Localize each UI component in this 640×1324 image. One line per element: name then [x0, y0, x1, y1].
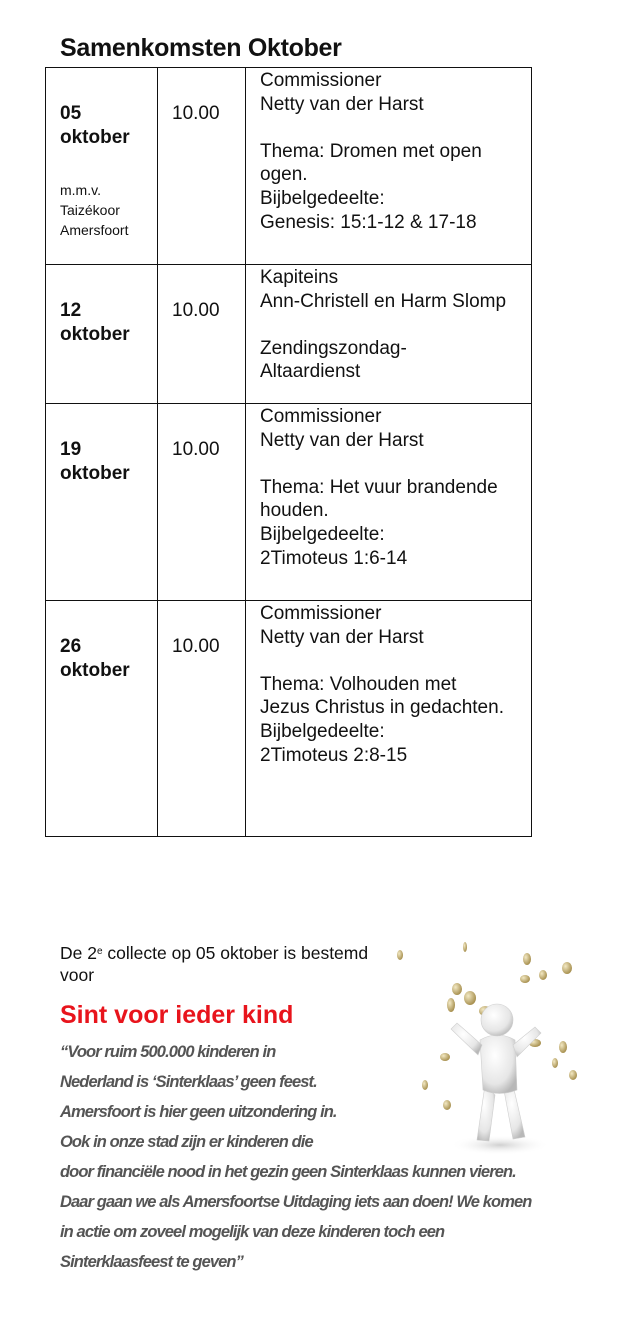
schedule-row [46, 265, 532, 404]
schedule-note [60, 180, 157, 240]
schedule-table [45, 67, 532, 837]
schedule-month: oktober [60, 660, 130, 681]
quote-line: Ook in onze stad zijn er kinderen die [60, 1133, 313, 1151]
collecte-intro-post: collecte op 05 oktober is bestemd voor [60, 943, 369, 985]
schedule-detail-line: Commissioner [260, 70, 382, 91]
schedule-day: 26 [60, 636, 82, 657]
collecte-highlight: Sint voor ieder kind [60, 1001, 294, 1029]
schedule-detail-line: Thema: Volhouden met [260, 673, 457, 695]
figure-with-falling-coins-icon [385, 935, 585, 1160]
schedule-detail-line: houden. [260, 500, 329, 522]
schedule-month: oktober [60, 463, 130, 484]
schedule-time: 10.00 [158, 265, 246, 404]
schedule-detail-line: Thema: Het vuur brandende [260, 476, 498, 498]
schedule-detail-line [260, 313, 531, 337]
schedule-note-line: m.m.v. [60, 182, 101, 198]
schedule-detail-line: Bijbelgedeelte: [260, 523, 385, 545]
schedule-month: oktober [60, 324, 130, 345]
schedule-detail-line: 2Timoteus 1:6-14 [260, 547, 408, 569]
schedule-details [246, 265, 532, 404]
quote-line: Daar gaan we als Amersfoortse Uitdaging iets aan doen! We komen [60, 1193, 532, 1211]
schedule-detail-line: Zendingszondag- [260, 337, 407, 359]
schedule-time: 10.00 [158, 601, 246, 837]
collecte-intro [60, 942, 370, 986]
schedule-detail-line: 2Timoteus 2:8-15 [260, 744, 408, 766]
schedule-detail-line: Altaardienst [260, 361, 361, 383]
schedule-row [46, 404, 532, 601]
schedule-day: 12 [60, 300, 82, 321]
schedule-day: 19 [60, 439, 82, 460]
schedule-detail-line [260, 452, 531, 476]
schedule-detail-line: Bijbelgedeelte: [260, 720, 385, 742]
schedule-note-line: Taizékoor [60, 202, 120, 218]
quote-line: Sinterklaasfeest te geven” [60, 1253, 243, 1271]
collecte-intro-sup: e [96, 946, 103, 957]
quote-line: in actie om zoveel mogelijk van deze kinderen toch een [60, 1223, 445, 1241]
schedule-detail-line: Netty van der Harst [260, 93, 424, 115]
schedule-day: 05 [60, 103, 82, 124]
schedule-detail-line: Netty van der Harst [260, 429, 424, 451]
schedule-time: 10.00 [158, 68, 246, 265]
schedule-detail-line [260, 649, 531, 673]
schedule-detail-line: Commissioner [260, 406, 382, 427]
schedule-detail-line: Bijbelgedeelte: [260, 187, 385, 209]
schedule-details [246, 68, 532, 265]
schedule-detail-line: ogen. [260, 164, 308, 186]
schedule-detail-line: Ann-Christell en Harm Slomp [260, 290, 507, 312]
schedule-details [246, 601, 532, 837]
schedule-detail-line: Kapiteins [260, 267, 339, 288]
schedule-detail-line: Commissioner [260, 603, 382, 624]
schedule-row [46, 601, 532, 837]
schedule-note-line: Amersfoort [60, 222, 129, 238]
quote-line: door financiële nood in het gezin geen Sinterklaas kunnen vieren. [60, 1163, 516, 1181]
schedule-detail-line: Jezus Christus in gedachten. [260, 697, 504, 719]
schedule-details [246, 404, 532, 601]
schedule-row [46, 68, 532, 265]
schedule-date-cell [46, 601, 158, 837]
schedule-detail-line: Netty van der Harst [260, 626, 424, 648]
schedule-detail-line: Thema: Dromen met open [260, 140, 482, 162]
page-title: Samenkomsten Oktober [60, 34, 342, 62]
schedule-date-cell [46, 68, 158, 265]
schedule-detail-line: Genesis: 15:1-12 & 17-18 [260, 211, 477, 233]
collecte-intro-pre: De 2 [60, 943, 97, 963]
quote-line: Nederland is ‘Sinterklaas’ geen feest. [60, 1073, 317, 1091]
quote-line: “Voor ruim 500.000 kinderen in [60, 1043, 276, 1061]
quote-line: Amersfoort is hier geen uitzondering in. [60, 1103, 337, 1121]
schedule-date-cell [46, 404, 158, 601]
schedule-month: oktober [60, 127, 130, 148]
schedule-time: 10.00 [158, 404, 246, 601]
schedule-date-cell [46, 265, 158, 404]
schedule-detail-line [260, 116, 531, 140]
